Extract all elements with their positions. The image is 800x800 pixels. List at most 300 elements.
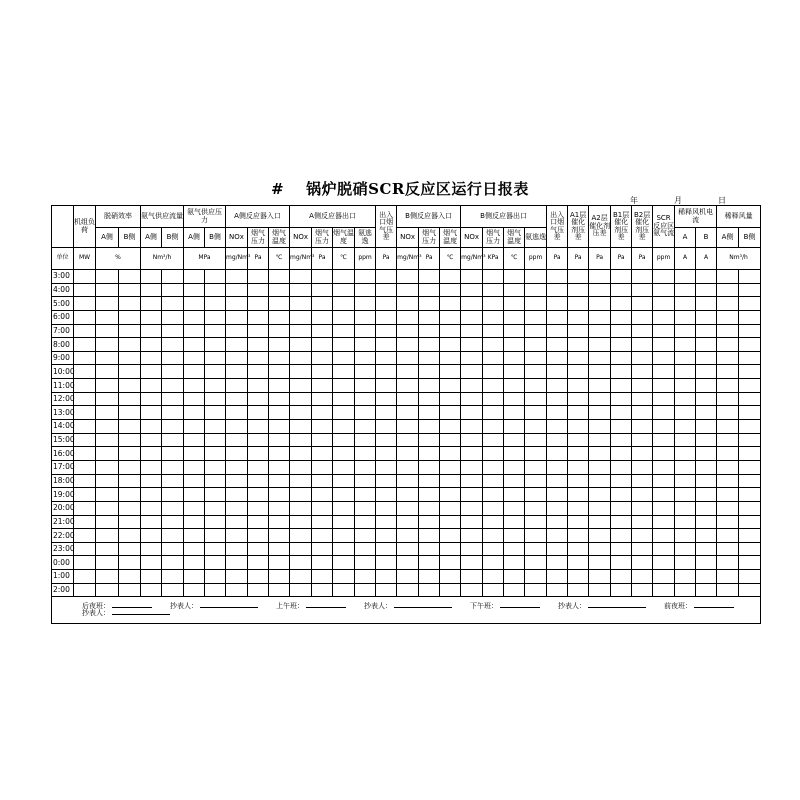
data-cell[interactable] [248, 488, 269, 502]
data-cell[interactable] [205, 447, 226, 461]
data-cell[interactable] [141, 297, 162, 311]
data-cell[interactable] [611, 406, 632, 420]
data-cell[interactable] [504, 515, 525, 529]
data-cell[interactable] [269, 556, 290, 570]
data-cell[interactable] [461, 515, 483, 529]
data-cell[interactable] [675, 474, 696, 488]
data-cell[interactable] [696, 447, 717, 461]
data-cell[interactable] [696, 324, 717, 338]
data-cell[interactable] [226, 338, 248, 352]
data-cell[interactable] [483, 406, 504, 420]
data-cell[interactable] [119, 351, 141, 365]
data-cell[interactable] [355, 351, 376, 365]
data-cell[interactable] [525, 283, 547, 297]
data-cell[interactable] [205, 379, 226, 393]
data-cell[interactable] [312, 488, 333, 502]
data-cell[interactable] [269, 515, 290, 529]
data-cell[interactable] [589, 420, 611, 434]
data-cell[interactable] [653, 351, 675, 365]
data-cell[interactable] [675, 392, 696, 406]
data-cell[interactable] [568, 270, 589, 284]
data-cell[interactable] [226, 460, 248, 474]
data-cell[interactable] [119, 392, 141, 406]
data-cell[interactable] [269, 351, 290, 365]
data-cell[interactable] [333, 570, 355, 584]
data-cell[interactable] [525, 542, 547, 556]
data-cell[interactable] [568, 556, 589, 570]
data-cell[interactable] [74, 542, 96, 556]
data-cell[interactable] [162, 488, 184, 502]
data-cell[interactable] [589, 488, 611, 502]
data-cell[interactable] [483, 515, 504, 529]
data-cell[interactable] [96, 474, 119, 488]
data-cell[interactable] [696, 488, 717, 502]
data-cell[interactable] [653, 324, 675, 338]
data-cell[interactable] [312, 365, 333, 379]
data-cell[interactable] [611, 447, 632, 461]
data-cell[interactable] [248, 420, 269, 434]
data-cell[interactable] [547, 570, 568, 584]
data-cell[interactable] [461, 379, 483, 393]
data-cell[interactable] [525, 379, 547, 393]
data-cell[interactable] [440, 474, 461, 488]
data-cell[interactable] [290, 583, 312, 597]
data-cell[interactable] [568, 488, 589, 502]
data-cell[interactable] [248, 310, 269, 324]
data-cell[interactable] [568, 365, 589, 379]
data-cell[interactable] [611, 420, 632, 434]
data-cell[interactable] [397, 379, 419, 393]
data-cell[interactable] [739, 379, 761, 393]
data-cell[interactable] [739, 283, 761, 297]
data-cell[interactable] [248, 583, 269, 597]
data-cell[interactable] [419, 515, 440, 529]
data-cell[interactable] [589, 392, 611, 406]
data-cell[interactable] [611, 474, 632, 488]
data-cell[interactable] [504, 406, 525, 420]
data-cell[interactable] [269, 474, 290, 488]
data-cell[interactable] [184, 583, 205, 597]
data-cell[interactable] [119, 297, 141, 311]
data-cell[interactable] [589, 406, 611, 420]
data-cell[interactable] [141, 365, 162, 379]
data-cell[interactable] [739, 324, 761, 338]
data-cell[interactable] [205, 338, 226, 352]
data-cell[interactable] [632, 556, 653, 570]
data-cell[interactable] [653, 460, 675, 474]
data-cell[interactable] [525, 406, 547, 420]
data-cell[interactable] [739, 297, 761, 311]
data-cell[interactable] [483, 270, 504, 284]
data-cell[interactable] [333, 583, 355, 597]
data-cell[interactable] [119, 324, 141, 338]
data-cell[interactable] [184, 297, 205, 311]
data-cell[interactable] [269, 447, 290, 461]
data-cell[interactable] [717, 501, 739, 515]
data-cell[interactable] [632, 447, 653, 461]
data-cell[interactable] [141, 556, 162, 570]
data-cell[interactable] [632, 433, 653, 447]
data-cell[interactable] [547, 529, 568, 543]
data-cell[interactable] [141, 379, 162, 393]
data-cell[interactable] [269, 379, 290, 393]
data-cell[interactable] [96, 324, 119, 338]
data-cell[interactable] [397, 324, 419, 338]
data-cell[interactable] [461, 474, 483, 488]
data-cell[interactable] [696, 474, 717, 488]
data-cell[interactable] [419, 447, 440, 461]
data-cell[interactable] [547, 447, 568, 461]
data-cell[interactable] [162, 365, 184, 379]
data-cell[interactable] [696, 351, 717, 365]
data-cell[interactable] [205, 501, 226, 515]
data-cell[interactable] [162, 324, 184, 338]
data-cell[interactable] [589, 270, 611, 284]
data-cell[interactable] [119, 338, 141, 352]
data-cell[interactable] [205, 556, 226, 570]
data-cell[interactable] [589, 460, 611, 474]
data-cell[interactable] [440, 324, 461, 338]
data-cell[interactable] [269, 583, 290, 597]
data-cell[interactable] [376, 583, 397, 597]
data-cell[interactable] [440, 460, 461, 474]
data-cell[interactable] [248, 270, 269, 284]
data-cell[interactable] [333, 365, 355, 379]
data-cell[interactable] [74, 447, 96, 461]
data-cell[interactable] [312, 406, 333, 420]
data-cell[interactable] [419, 583, 440, 597]
data-cell[interactable] [184, 324, 205, 338]
data-cell[interactable] [269, 310, 290, 324]
data-cell[interactable] [717, 297, 739, 311]
data-cell[interactable] [74, 351, 96, 365]
data-cell[interactable] [226, 297, 248, 311]
data-cell[interactable] [119, 570, 141, 584]
data-cell[interactable] [119, 447, 141, 461]
data-cell[interactable] [653, 501, 675, 515]
data-cell[interactable] [675, 420, 696, 434]
data-cell[interactable] [184, 501, 205, 515]
data-cell[interactable] [162, 501, 184, 515]
data-cell[interactable] [461, 570, 483, 584]
data-cell[interactable] [119, 474, 141, 488]
data-cell[interactable] [525, 460, 547, 474]
data-cell[interactable] [568, 474, 589, 488]
data-cell[interactable] [547, 392, 568, 406]
data-cell[interactable] [376, 338, 397, 352]
data-cell[interactable] [717, 542, 739, 556]
data-cell[interactable] [547, 488, 568, 502]
data-cell[interactable] [504, 283, 525, 297]
data-cell[interactable] [376, 515, 397, 529]
data-cell[interactable] [653, 297, 675, 311]
data-cell[interactable] [376, 270, 397, 284]
data-cell[interactable] [547, 283, 568, 297]
data-cell[interactable] [568, 447, 589, 461]
data-cell[interactable] [440, 297, 461, 311]
data-cell[interactable] [290, 460, 312, 474]
data-cell[interactable] [440, 379, 461, 393]
data-cell[interactable] [226, 556, 248, 570]
data-cell[interactable] [74, 488, 96, 502]
data-cell[interactable] [397, 297, 419, 311]
data-cell[interactable] [440, 310, 461, 324]
data-cell[interactable] [290, 406, 312, 420]
data-cell[interactable] [226, 529, 248, 543]
data-cell[interactable] [355, 529, 376, 543]
data-cell[interactable] [653, 474, 675, 488]
data-cell[interactable] [696, 515, 717, 529]
data-cell[interactable] [141, 474, 162, 488]
data-cell[interactable] [483, 488, 504, 502]
data-cell[interactable] [739, 474, 761, 488]
data-cell[interactable] [376, 379, 397, 393]
data-cell[interactable] [632, 392, 653, 406]
data-cell[interactable] [162, 570, 184, 584]
data-cell[interactable] [226, 501, 248, 515]
data-cell[interactable] [205, 351, 226, 365]
data-cell[interactable] [611, 529, 632, 543]
data-cell[interactable] [525, 583, 547, 597]
data-cell[interactable] [653, 529, 675, 543]
data-cell[interactable] [226, 406, 248, 420]
data-cell[interactable] [611, 460, 632, 474]
data-cell[interactable] [589, 542, 611, 556]
data-cell[interactable] [440, 420, 461, 434]
data-cell[interactable] [440, 338, 461, 352]
data-cell[interactable] [333, 338, 355, 352]
data-cell[interactable] [483, 392, 504, 406]
data-cell[interactable] [504, 310, 525, 324]
data-cell[interactable] [504, 474, 525, 488]
data-cell[interactable] [525, 515, 547, 529]
data-cell[interactable] [653, 488, 675, 502]
data-cell[interactable] [226, 474, 248, 488]
data-cell[interactable] [632, 529, 653, 543]
data-cell[interactable] [739, 556, 761, 570]
data-cell[interactable] [675, 583, 696, 597]
data-cell[interactable] [205, 433, 226, 447]
data-cell[interactable] [483, 283, 504, 297]
data-cell[interactable] [376, 324, 397, 338]
data-cell[interactable] [248, 529, 269, 543]
data-cell[interactable] [589, 310, 611, 324]
data-cell[interactable] [653, 310, 675, 324]
data-cell[interactable] [547, 433, 568, 447]
data-cell[interactable] [205, 529, 226, 543]
data-cell[interactable] [440, 392, 461, 406]
data-cell[interactable] [568, 570, 589, 584]
data-cell[interactable] [589, 501, 611, 515]
data-cell[interactable] [419, 420, 440, 434]
data-cell[interactable] [333, 310, 355, 324]
data-cell[interactable] [226, 379, 248, 393]
data-cell[interactable] [632, 406, 653, 420]
data-cell[interactable] [333, 297, 355, 311]
data-cell[interactable] [269, 297, 290, 311]
data-cell[interactable] [248, 365, 269, 379]
data-cell[interactable] [483, 338, 504, 352]
data-cell[interactable] [483, 474, 504, 488]
data-cell[interactable] [419, 542, 440, 556]
data-cell[interactable] [547, 297, 568, 311]
data-cell[interactable] [717, 351, 739, 365]
data-cell[interactable] [440, 556, 461, 570]
data-cell[interactable] [483, 460, 504, 474]
data-cell[interactable] [419, 474, 440, 488]
data-cell[interactable] [504, 460, 525, 474]
data-cell[interactable] [96, 420, 119, 434]
data-cell[interactable] [312, 379, 333, 393]
data-cell[interactable] [504, 379, 525, 393]
data-cell[interactable] [589, 297, 611, 311]
data-cell[interactable] [675, 351, 696, 365]
data-cell[interactable] [397, 420, 419, 434]
data-cell[interactable] [290, 447, 312, 461]
data-cell[interactable] [248, 501, 269, 515]
data-cell[interactable] [461, 447, 483, 461]
data-cell[interactable] [717, 447, 739, 461]
data-cell[interactable] [355, 501, 376, 515]
data-cell[interactable] [96, 310, 119, 324]
data-cell[interactable] [653, 447, 675, 461]
data-cell[interactable] [504, 447, 525, 461]
data-cell[interactable] [696, 556, 717, 570]
data-cell[interactable] [568, 501, 589, 515]
data-cell[interactable] [205, 583, 226, 597]
data-cell[interactable] [483, 501, 504, 515]
data-cell[interactable] [568, 460, 589, 474]
data-cell[interactable] [504, 365, 525, 379]
data-cell[interactable] [568, 351, 589, 365]
data-cell[interactable] [248, 297, 269, 311]
data-cell[interactable] [504, 529, 525, 543]
data-cell[interactable] [74, 324, 96, 338]
data-cell[interactable] [696, 420, 717, 434]
data-cell[interactable] [504, 351, 525, 365]
data-cell[interactable] [205, 460, 226, 474]
data-cell[interactable] [632, 338, 653, 352]
data-cell[interactable] [611, 338, 632, 352]
data-cell[interactable] [611, 556, 632, 570]
data-cell[interactable] [483, 556, 504, 570]
data-cell[interactable] [461, 392, 483, 406]
data-cell[interactable] [248, 515, 269, 529]
data-cell[interactable] [312, 433, 333, 447]
data-cell[interactable] [419, 433, 440, 447]
data-cell[interactable] [96, 406, 119, 420]
data-cell[interactable] [397, 474, 419, 488]
data-cell[interactable] [141, 529, 162, 543]
data-cell[interactable] [248, 474, 269, 488]
data-cell[interactable] [376, 501, 397, 515]
data-cell[interactable] [162, 351, 184, 365]
data-cell[interactable] [483, 433, 504, 447]
data-cell[interactable] [440, 447, 461, 461]
data-cell[interactable] [376, 420, 397, 434]
data-cell[interactable] [547, 420, 568, 434]
data-cell[interactable] [675, 542, 696, 556]
data-cell[interactable] [461, 583, 483, 597]
data-cell[interactable] [96, 529, 119, 543]
data-cell[interactable] [525, 570, 547, 584]
data-cell[interactable] [483, 447, 504, 461]
data-cell[interactable] [589, 529, 611, 543]
data-cell[interactable] [119, 270, 141, 284]
data-cell[interactable] [333, 474, 355, 488]
data-cell[interactable] [611, 270, 632, 284]
data-cell[interactable] [547, 338, 568, 352]
data-cell[interactable] [119, 501, 141, 515]
data-cell[interactable] [205, 420, 226, 434]
data-cell[interactable] [397, 270, 419, 284]
data-cell[interactable] [119, 283, 141, 297]
data-cell[interactable] [653, 570, 675, 584]
data-cell[interactable] [483, 583, 504, 597]
data-cell[interactable] [611, 583, 632, 597]
data-cell[interactable] [312, 447, 333, 461]
data-cell[interactable] [141, 406, 162, 420]
data-cell[interactable] [739, 460, 761, 474]
data-cell[interactable] [525, 270, 547, 284]
data-cell[interactable] [675, 570, 696, 584]
data-cell[interactable] [696, 283, 717, 297]
data-cell[interactable] [568, 406, 589, 420]
data-cell[interactable] [184, 406, 205, 420]
data-cell[interactable] [397, 447, 419, 461]
data-cell[interactable] [333, 406, 355, 420]
data-cell[interactable] [312, 474, 333, 488]
data-cell[interactable] [226, 542, 248, 556]
data-cell[interactable] [312, 529, 333, 543]
data-cell[interactable] [739, 488, 761, 502]
data-cell[interactable] [269, 283, 290, 297]
data-cell[interactable] [141, 283, 162, 297]
data-cell[interactable] [74, 420, 96, 434]
data-cell[interactable] [547, 310, 568, 324]
data-cell[interactable] [547, 270, 568, 284]
data-cell[interactable] [504, 583, 525, 597]
data-cell[interactable] [290, 529, 312, 543]
data-cell[interactable] [184, 570, 205, 584]
data-cell[interactable] [74, 570, 96, 584]
data-cell[interactable] [717, 392, 739, 406]
data-cell[interactable] [333, 515, 355, 529]
data-cell[interactable] [461, 556, 483, 570]
data-cell[interactable] [675, 283, 696, 297]
data-cell[interactable] [312, 283, 333, 297]
data-cell[interactable] [141, 420, 162, 434]
data-cell[interactable] [397, 542, 419, 556]
data-cell[interactable] [739, 433, 761, 447]
signature-field[interactable] [82, 610, 170, 617]
data-cell[interactable] [397, 515, 419, 529]
signature-field[interactable] [664, 603, 734, 610]
data-cell[interactable] [461, 501, 483, 515]
data-cell[interactable] [653, 556, 675, 570]
data-cell[interactable] [355, 392, 376, 406]
data-cell[interactable] [184, 310, 205, 324]
data-cell[interactable] [739, 365, 761, 379]
data-cell[interactable] [96, 433, 119, 447]
data-cell[interactable] [205, 310, 226, 324]
data-cell[interactable] [675, 433, 696, 447]
data-cell[interactable] [483, 365, 504, 379]
data-cell[interactable] [739, 529, 761, 543]
data-cell[interactable] [739, 583, 761, 597]
data-cell[interactable] [119, 310, 141, 324]
data-cell[interactable] [525, 556, 547, 570]
